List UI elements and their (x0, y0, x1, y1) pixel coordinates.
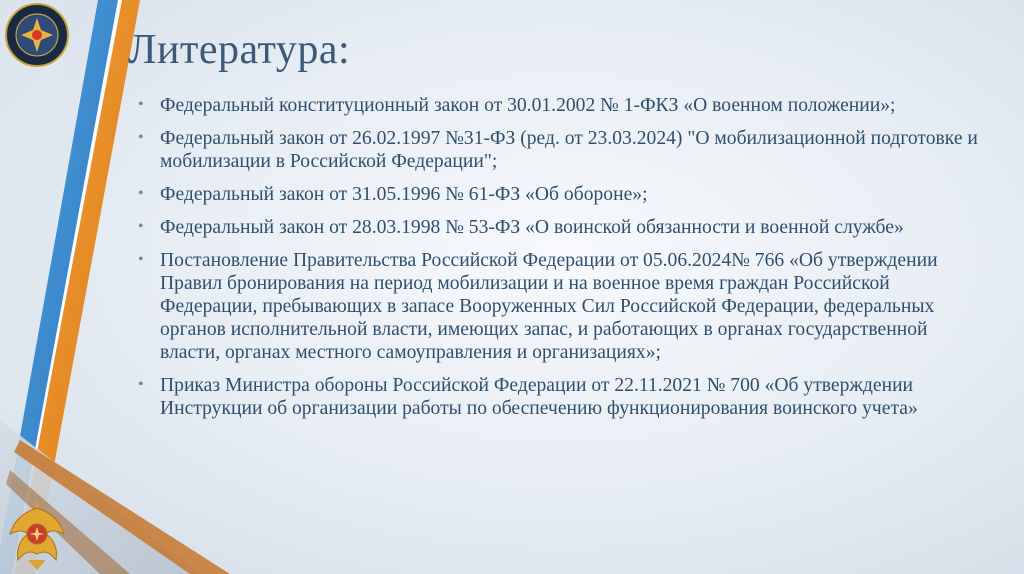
list-item-text: Приказ Министра обороны Российской Федерации от 22.11.2021 № 700 «Об утверждении Инструкции об организации работы по обеспечению функционирования воинского учета» (160, 375, 918, 419)
list-item (134, 249, 984, 364)
list-item-text: Федеральный закон от 31.05.1996 № 61-ФЗ «Об обороне»; (160, 184, 648, 205)
page-title: Литература: (128, 27, 351, 73)
bullet-icon: • (138, 129, 144, 146)
list-item (134, 127, 984, 173)
bullet-icon: • (138, 96, 144, 113)
emercom-eagle-emblem-icon (6, 494, 68, 572)
list-item (134, 94, 984, 117)
emercom-emblem-icon (4, 2, 70, 68)
list-item-text: Федеральный конституционный закон от 30.01.2002 № 1-ФКЗ «О военном положении»; (160, 95, 896, 116)
list-item (134, 216, 984, 239)
reference-list (134, 94, 984, 430)
list-item-text: Федеральный закон от 28.03.1998 № 53-ФЗ «О воинской обязанности и военной службе» (160, 217, 904, 238)
bullet-icon: • (138, 376, 144, 393)
bullet-icon: • (138, 185, 144, 202)
list-item-text: Федеральный закон от 26.02.1997 №31-ФЗ (ред. от 23.03.2024) "О мобилизационной подготовке и мобилизации в Российской Федерации"; (160, 128, 978, 172)
bullet-icon: • (138, 251, 144, 268)
list-item (134, 183, 984, 206)
bullet-icon: • (138, 218, 144, 235)
list-item-text: Постановление Правительства Российской Федерации от 05.06.2024№ 766 «Об утверждении Правил бронирования на период мобилизации и на военное время граждан Российской Федерации, пребывающих в запасе Вооруженных Сил Российской Федерации, федеральных органов исполнительной власти, имеющих запас, и работающих в органах государственной власти, органах местного самоуправления и организациях»; (160, 250, 938, 363)
list-item (134, 374, 984, 420)
